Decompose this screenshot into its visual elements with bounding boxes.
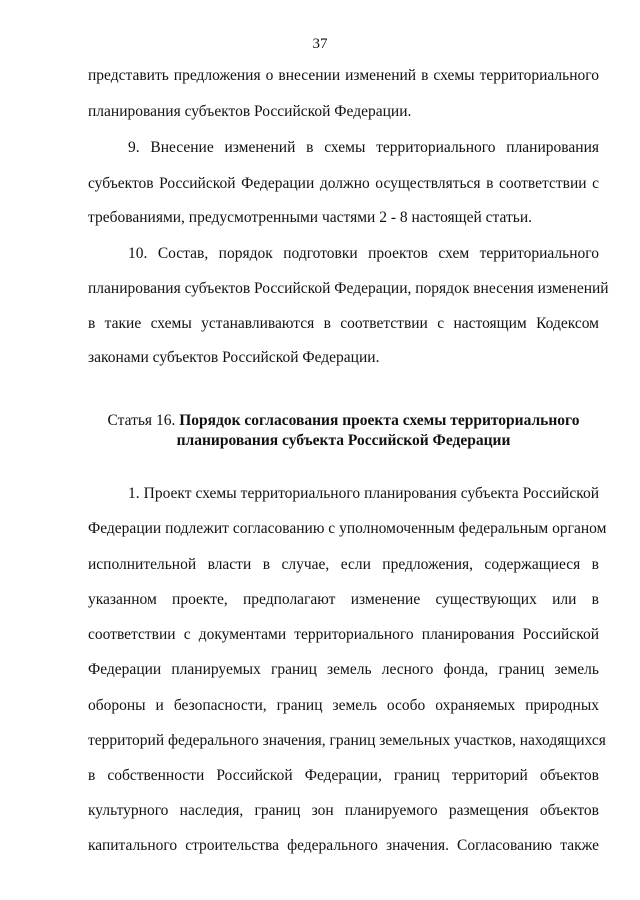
- article-prefix: Статья 16.: [107, 412, 176, 429]
- text-line: исполнительной власти в случае, если предложения, содержащиеся в: [88, 556, 599, 573]
- text-line: Федерации планируемых границ земель лесного фонда, границ земель: [88, 661, 599, 678]
- text-line: обороны и безопасности, границ земель особо охраняемых природных: [88, 697, 599, 714]
- text-line: планирования субъектов Российской Федерации.: [88, 103, 412, 120]
- article-heading: [88, 411, 599, 431]
- text-line: представить предложения о внесении изменений в схемы территориального: [88, 67, 599, 84]
- text-line: субъектов Российской Федерации должно осуществляться в соответствии с: [88, 175, 599, 192]
- article-heading-line2: [88, 431, 599, 451]
- text-line: планирования субъектов Российской Федерации, порядок внесения изменений: [88, 280, 609, 297]
- text-line: Федерации подлежит согласованию с уполномоченным федеральным органом: [88, 520, 607, 537]
- text-line: территорий федерального значения, границ земельных участков, находящихся: [88, 732, 606, 749]
- text-line: соответствии с документами территориального планирования Российской: [88, 626, 599, 643]
- article-title-line2: планирования субъекта Российской Федерации: [176, 432, 511, 449]
- text-line: в такие схемы устанавливаются в соответствии с настоящим Кодексом: [88, 315, 599, 332]
- text-line: требованиями, предусмотренными частями 2 - 8 настоящей статьи.: [88, 209, 533, 226]
- article-title-line1: Порядок согласования проекта схемы территориального: [179, 412, 580, 429]
- text-line: культурного наследия, границ зон планируемого размещения объектов: [88, 802, 599, 819]
- text-line: указанном проекте, предполагают изменение существующих или в: [88, 591, 599, 608]
- text-line: 1. Проект схемы территориального планирования субъекта Российской: [128, 485, 599, 502]
- page-number: 37: [312, 36, 328, 52]
- text-line: законами субъектов Российской Федерации.: [88, 349, 380, 366]
- text-line: 10. Состав, порядок подготовки проектов схем территориального: [128, 245, 599, 262]
- text-line: капитального строительства федерального значения. Согласованию также: [88, 837, 599, 854]
- text-line: в собственности Российской Федерации, границ территорий объектов: [88, 767, 599, 784]
- text-line: 9. Внесение изменений в схемы территориального планирования: [128, 139, 599, 156]
